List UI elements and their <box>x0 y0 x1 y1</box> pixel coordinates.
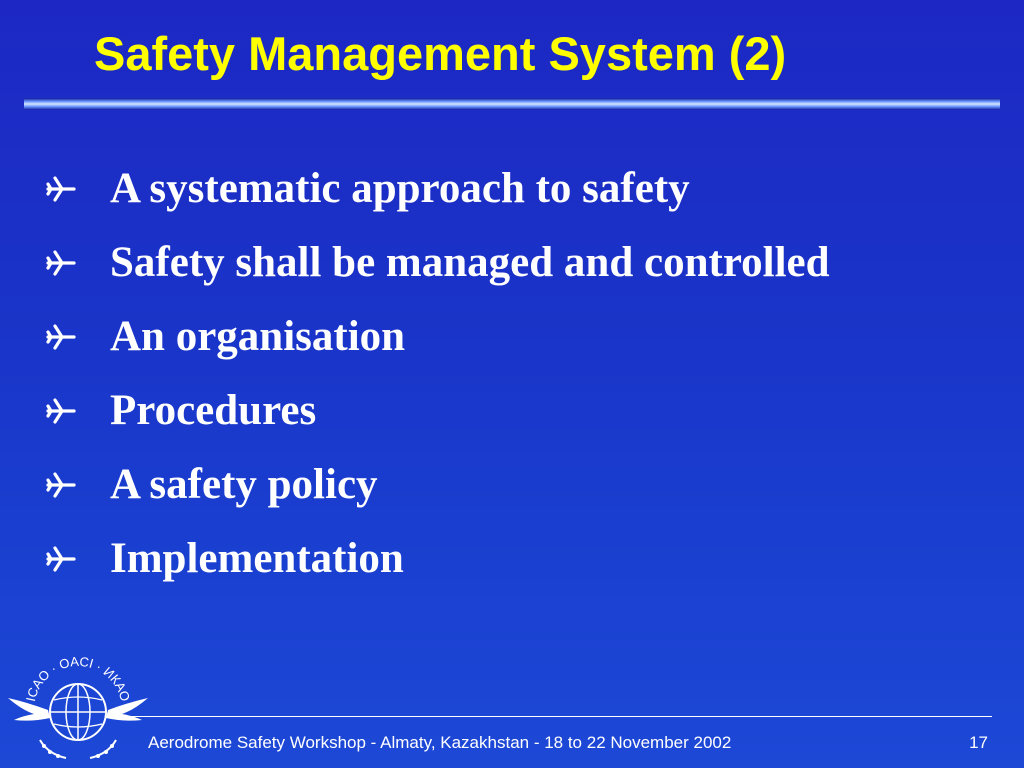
footer-text: Aerodrome Safety Workshop - Almaty, Kazakhstan - 18 to 22 November 2002 <box>148 733 732 752</box>
bullet-text: A safety policy <box>110 461 378 508</box>
page-number: 17 <box>969 733 988 752</box>
bullet-text: Implementation <box>110 535 404 582</box>
airplane-icon <box>46 465 110 505</box>
bullet-item-2 <box>46 226 830 300</box>
bullet-item-6 <box>46 522 830 596</box>
bullet-list <box>46 152 830 596</box>
airplane-icon <box>46 243 110 283</box>
title-divider <box>24 98 1000 110</box>
airplane-icon <box>46 391 110 431</box>
bullet-text: A systematic approach to safety <box>110 165 690 212</box>
logo-legend: ICAO · OACI · ИКАО <box>22 653 134 703</box>
airplane-icon <box>46 169 110 209</box>
bullet-item-3 <box>46 300 830 374</box>
bullet-text: Safety shall be managed and controlled <box>110 239 830 286</box>
footer-divider <box>128 716 992 717</box>
airplane-icon <box>46 317 110 357</box>
slide-title: Safety Management System (2) <box>94 27 787 80</box>
airplane-icon <box>46 539 110 579</box>
bullet-item-5 <box>46 448 830 522</box>
bullet-item-4 <box>46 374 830 448</box>
icao-emblem-icon <box>4 640 152 764</box>
bullet-text: An organisation <box>110 313 406 360</box>
bullet-item-1 <box>46 152 830 226</box>
bullet-text: Procedures <box>110 387 317 434</box>
